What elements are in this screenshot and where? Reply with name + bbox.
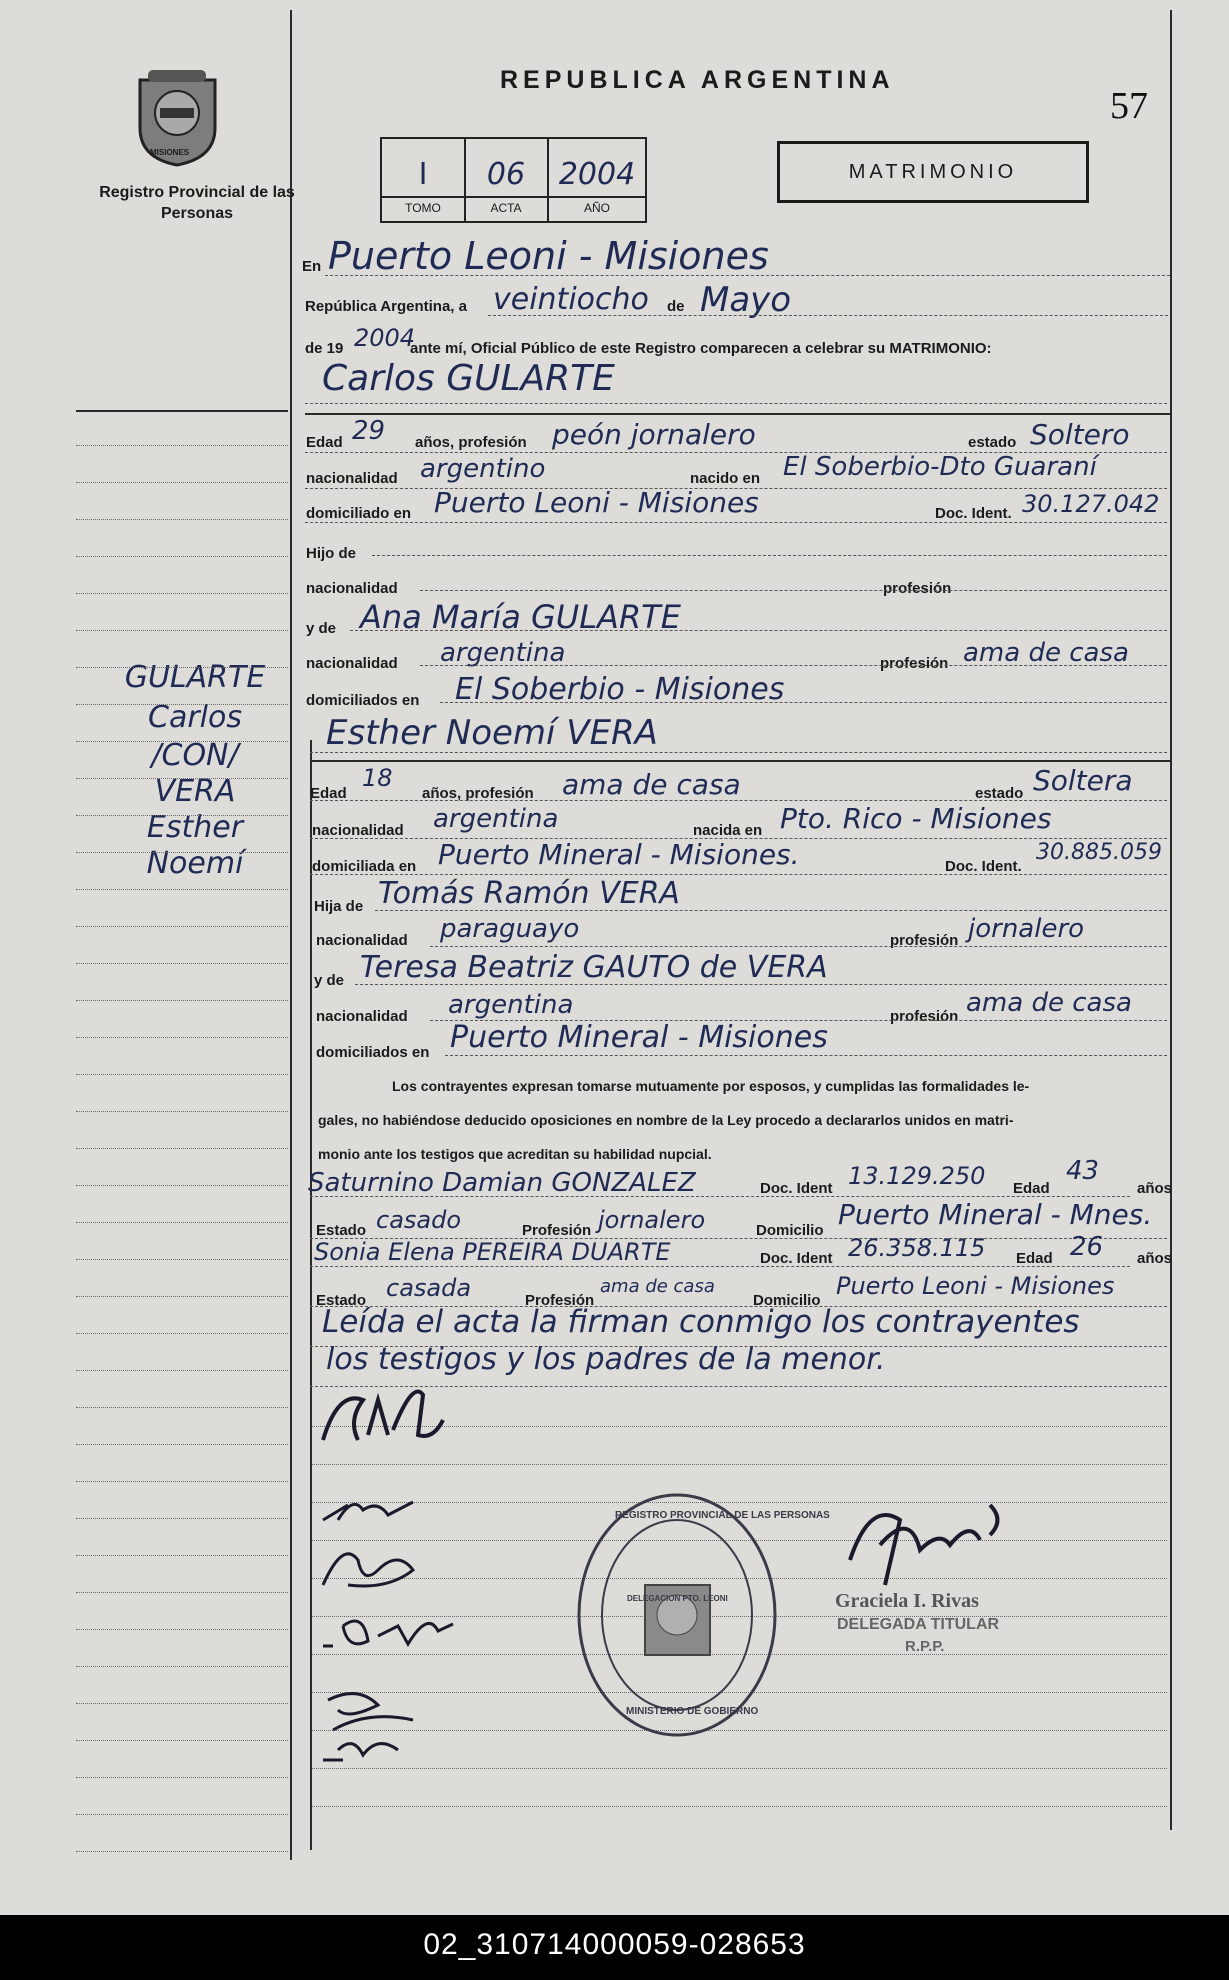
day-value: veintiocho: [493, 282, 649, 317]
margin-rule-line: [76, 1222, 288, 1223]
groom-madre: Ana María GULARTE: [360, 598, 681, 636]
margin-rule-line: [76, 704, 288, 705]
margin-rule-line: [76, 963, 288, 964]
officer-name: Graciela I. Rivas: [835, 1590, 979, 1612]
bride-domicilio: Puerto Mineral - Misiones.: [438, 838, 800, 871]
witness2-profesion-label: Profesión: [525, 1292, 595, 1309]
groom-profesion-label: años, profesión: [415, 434, 527, 451]
margin-rule-line: [76, 1333, 288, 1334]
witness1-edad: 43: [1066, 1156, 1100, 1186]
groom-doc-label: Doc. Ident.: [935, 505, 1012, 522]
witness1-anos-label: años: [1137, 1180, 1173, 1197]
right-border-line: [1170, 10, 1172, 1830]
signature-groom: [318, 1380, 448, 1455]
witness2-edad: 26: [1070, 1232, 1104, 1262]
bride-madre-label: y de: [314, 972, 345, 989]
bride-nacionalidad: argentina: [433, 804, 559, 834]
margin-rule-line: [76, 1555, 288, 1556]
margin-rule-line: [76, 667, 288, 668]
margin-rule-line: [76, 1370, 288, 1371]
bride-madre-profesion-label: profesión: [890, 1008, 959, 1025]
groom-padre-profesion-label: profesión: [883, 580, 952, 597]
signature-bride: [318, 1680, 428, 1780]
margin-note-2: Carlos: [148, 700, 242, 735]
margin-note-4: VERA: [154, 774, 236, 809]
signature-witness-1: [318, 1490, 418, 1530]
margin-rule-line: [76, 1518, 288, 1519]
margin-rule-line: [76, 1074, 288, 1075]
bride-estado: Soltera: [1033, 764, 1133, 797]
officer-org: R.P.P.: [905, 1638, 945, 1655]
witness2-profesion: ama de casa: [600, 1276, 715, 1297]
margin-rule-line: [76, 445, 288, 446]
signature-officer: [840, 1490, 1010, 1600]
margin-rule-line: [76, 1407, 288, 1408]
record-type-box: MATRIMONIO: [777, 141, 1089, 203]
bride-madre-nacionalidad-label: nacionalidad: [316, 1008, 408, 1025]
stamp-center-text: DELEGACION PTO. LEONI: [627, 1594, 728, 1603]
stamp-bottom-text: MINISTERIO DE GOBIERNO: [626, 1706, 759, 1717]
intro-text: ante mí, Oficial Público de este Registro comparecen a celebrar su MATRIMONIO:: [410, 340, 992, 357]
bride-padre-profesion: jornalero: [968, 914, 1085, 944]
witness1-name: Saturnino Damian GONZALEZ: [308, 1168, 696, 1198]
country-title: REPUBLICA ARGENTINA: [500, 66, 895, 94]
groom-padres-domicilio-label: domiciliados en: [306, 692, 420, 709]
groom-nacionalidad-label: nacionalidad: [306, 470, 398, 487]
margin-rule-line: [76, 1851, 288, 1852]
groom-madre-nacionalidad: argentina: [440, 638, 566, 668]
witness2-edad-label: Edad: [1016, 1250, 1053, 1267]
witness2-doc: 26.358.115: [848, 1234, 986, 1262]
margin-rule-line: [76, 852, 288, 853]
signature-parent-1: [318, 1606, 458, 1656]
stamp-top-text: REGISTRO PROVINCIAL DE LAS PERSONAS: [615, 1510, 830, 1521]
declaration-line-2: gales, no habiéndose deducido oposiciones en nombre de la Ley procedo a declararlos unidos en matri-: [318, 1112, 1014, 1128]
margin-rule-line: [76, 815, 288, 816]
left-border-line: [290, 10, 292, 1860]
acta-value: 06: [486, 157, 526, 192]
seal-label: MISIONES: [150, 148, 190, 157]
record-id-box: [380, 137, 647, 223]
tomo-value: I: [418, 157, 428, 192]
witness1-profesion-label: Profesión: [522, 1222, 592, 1239]
margin-rule-line: [76, 889, 288, 890]
bride-domicilio-label: domiciliada en: [312, 858, 417, 875]
margin-rule-line: [76, 630, 288, 631]
witness1-domicilio: Puerto Mineral - Mnes.: [838, 1198, 1153, 1231]
closing-line-1: Leída el acta la firman conmigo los contrayentes: [322, 1304, 1080, 1340]
bride-padre: Tomás Ramón VERA: [378, 876, 680, 911]
groom-nacionalidad: argentino: [420, 454, 546, 484]
closing-line-2: los testigos y los padres de la menor.: [326, 1342, 886, 1377]
bride-doc: 30.885.059: [1036, 840, 1162, 865]
year-prefix-label: de 19: [305, 340, 344, 357]
en-label: En: [302, 258, 322, 275]
bride-profesion: ama de casa: [562, 768, 741, 801]
bride-profesion-label: años, profesión: [422, 785, 534, 802]
groom-padres-domicilio: El Soberbio - Misiones: [455, 672, 785, 707]
bride-madre: Teresa Beatriz GAUTO de VERA: [360, 950, 828, 985]
groom-madre-nacionalidad-label: nacionalidad: [306, 655, 398, 672]
margin-rule-line: [76, 1740, 288, 1741]
witness2-anos-label: años: [1137, 1250, 1173, 1267]
witness2-estado-label: Estado: [316, 1292, 367, 1309]
tomo-label: TOMO: [405, 201, 441, 215]
margin-rule-line: [76, 1814, 288, 1815]
margin-rule-line: [76, 1259, 288, 1260]
groom-doc: 30.127.042: [1022, 490, 1160, 518]
margin-header-rule: [76, 410, 288, 412]
groom-nacido: El Soberbio-Dto Guaraní: [783, 452, 1097, 482]
witness1-estado: casado: [376, 1206, 462, 1234]
margin-note-3: /CON/: [151, 738, 239, 773]
groom-estado: Soltero: [1030, 418, 1130, 451]
margin-rule-line: [76, 1037, 288, 1038]
margin-rule-line: [76, 1777, 288, 1778]
month-value: Mayo: [700, 280, 792, 320]
bride-estado-label: estado: [975, 785, 1024, 802]
registry-name: Registro Provincial de las Personas: [99, 184, 295, 222]
margin-rule-line: [76, 556, 288, 557]
republica-label: República Argentina, a: [305, 298, 467, 315]
bride-doc-label: Doc. Ident.: [945, 858, 1022, 875]
margin-rule-line: [76, 1481, 288, 1482]
margin-rule-line: [76, 593, 288, 594]
witness2-doc-label: Doc. Ident: [760, 1250, 833, 1267]
witness1-estado-label: Estado: [316, 1222, 367, 1239]
groom-padre-nacionalidad-label: nacionalidad: [306, 580, 398, 597]
groom-madre-profesion: ama de casa: [963, 638, 1129, 668]
margin-rule-line: [76, 1148, 288, 1149]
margin-rule-line: [76, 778, 288, 779]
bride-padre-nacionalidad-label: nacionalidad: [316, 932, 408, 949]
declaration-line-1: Los contrayentes expresan tomarse mutuamente por esposos, y cumplidas las formalidades le-: [392, 1078, 1030, 1094]
witness1-edad-label: Edad: [1013, 1180, 1050, 1197]
witness1-domicilio-label: Domicilio: [756, 1222, 824, 1239]
officer-title: DELEGADA TITULAR: [837, 1616, 1000, 1633]
bride-padres-domicilio-label: domiciliados en: [316, 1044, 430, 1061]
groom-hijo-label: Hijo de: [306, 545, 357, 562]
witness1-profesion: jornalero: [598, 1206, 706, 1234]
de-label: de: [667, 298, 685, 315]
margin-rule-line: [76, 1666, 288, 1667]
official-stamp: [575, 1490, 780, 1740]
groom-domicilio: Puerto Leoni - Misiones: [434, 486, 759, 519]
witness2-name: Sonia Elena PEREIRA DUARTE: [314, 1238, 671, 1266]
margin-rule-line: [76, 926, 288, 927]
place-value: Puerto Leoni - Misiones: [328, 234, 769, 278]
witness2-domicilio: Puerto Leoni - Misiones: [836, 1272, 1115, 1300]
witness1-doc: 13.129.250: [848, 1162, 986, 1190]
bride-edad-label: Edad: [310, 785, 347, 802]
margin-note-1: GULARTE: [124, 660, 266, 695]
groom-edad-label: Edad: [306, 434, 343, 451]
witness2-estado: casada: [386, 1274, 472, 1302]
margin-rule-line: [76, 1703, 288, 1704]
margin-note-5: Esther: [146, 810, 244, 845]
bride-hija-label: Hija de: [314, 898, 364, 915]
bride-nacionalidad-label: nacionalidad: [312, 822, 404, 839]
groom-estado-label: estado: [968, 434, 1017, 451]
margin-rule-line: [76, 1444, 288, 1445]
groom-domicilio-label: domiciliado en: [306, 505, 412, 522]
bride-nacida: Pto. Rico - Misiones: [780, 802, 1052, 835]
margin-rule-line: [76, 1592, 288, 1593]
declaration-line-3: monio ante los testigos que acreditan su habilidad nupcial.: [318, 1146, 712, 1162]
signature-witness-2: [318, 1540, 428, 1595]
bride-madre-profesion: ama de casa: [966, 988, 1132, 1018]
bride-nacida-label: nacida en: [693, 822, 763, 839]
witness1-doc-label: Doc. Ident: [760, 1180, 833, 1197]
ano-value: 2004: [558, 157, 636, 192]
margin-note-6: Noemí: [146, 846, 244, 881]
margin-rule-line: [76, 519, 288, 520]
content-border-line: [310, 740, 312, 1850]
acta-label: ACTA: [490, 201, 522, 215]
margin-rule-line: [76, 741, 288, 742]
bride-padre-nacionalidad: paraguayo: [440, 914, 580, 944]
groom-profesion: peón jornalero: [552, 418, 756, 451]
bride-padres-domicilio: Puerto Mineral - Misiones: [450, 1020, 828, 1055]
margin-rule-line: [76, 1296, 288, 1297]
bride-padre-profesion-label: profesión: [890, 932, 959, 949]
page-number: 57: [1110, 85, 1148, 127]
bride-madre-nacionalidad: argentina: [448, 990, 574, 1020]
groom-nacido-label: nacido en: [690, 470, 761, 487]
groom-edad: 29: [352, 416, 386, 446]
groom-madre-profesion-label: profesión: [880, 655, 949, 672]
witness2-domicilio-label: Domicilio: [753, 1292, 821, 1309]
margin-rule-line: [76, 1185, 288, 1186]
groom-name: Carlos GULARTE: [322, 358, 615, 399]
image-id-label: 02_310714000059-028653: [423, 1928, 806, 1961]
bride-edad: 18: [362, 764, 393, 792]
groom-madre-label: y de: [306, 620, 337, 637]
margin-rule-line: [76, 1111, 288, 1112]
bride-name: Esther Noemí VERA: [326, 713, 658, 753]
margin-rule-line: [76, 1000, 288, 1001]
year-value: 2004: [354, 324, 416, 352]
margin-rule-line: [76, 482, 288, 483]
margin-rule-line: [76, 1629, 288, 1630]
ano-label: AÑO: [583, 201, 610, 215]
